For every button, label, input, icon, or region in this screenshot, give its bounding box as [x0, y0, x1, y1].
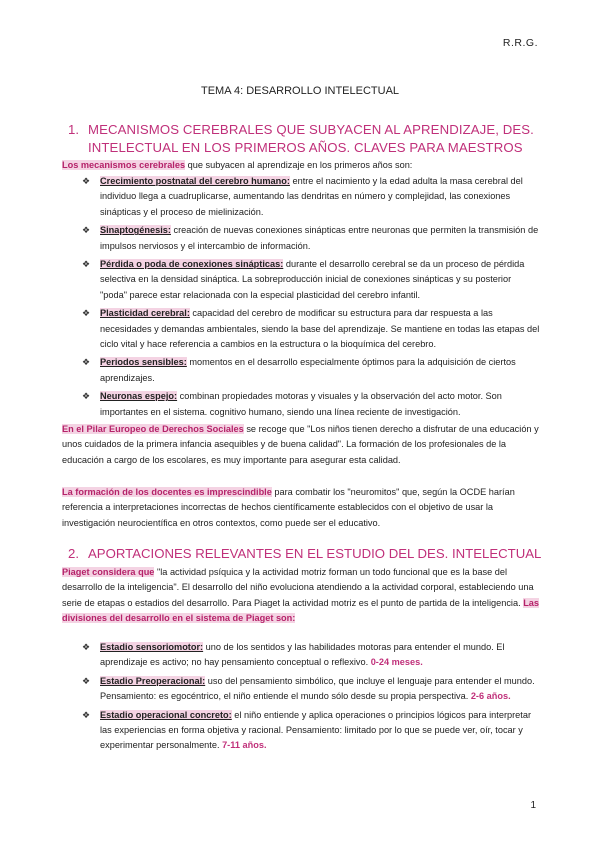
- stage-age: 2-6 años.: [470, 691, 511, 702]
- diamond-bullet-icon: ❖: [82, 225, 91, 236]
- diamond-bullet-icon: ❖: [82, 308, 91, 319]
- section-2-number: 2.: [68, 546, 79, 561]
- pilar-paragraph: [62, 422, 540, 468]
- page-title: TEMA 4: DESARROLLO INTELECTUAL: [200, 85, 400, 97]
- piaget-paragraph: [62, 565, 540, 627]
- intro-text: que subyacen al aprendizaje en los primeros años son:: [185, 160, 413, 170]
- bullet-term: Sinaptogénesis:: [100, 225, 171, 236]
- mechanisms-list: [82, 174, 540, 423]
- pilar-highlight: En el Pilar Europeo de Derechos Sociales: [62, 424, 244, 434]
- stage-age: 7-11 años.: [222, 740, 267, 751]
- bullet-term: Neuronas espejo:: [100, 391, 178, 402]
- section-1-intro: [62, 158, 540, 173]
- bullet-text: entre el nacimiento y la edad adulta la masa cerebral del individuo llega a cuadruplicarse, aumentando las dendritas en número y complejidad, las conexiones sinápticas y el proceso de mielinización.: [100, 176, 523, 217]
- diamond-bullet-icon: ❖: [82, 176, 91, 186]
- section-1-number: 1.: [68, 122, 80, 137]
- stage-age: 0-24 meses.: [370, 657, 423, 668]
- section-1-heading-text: MECANISMOS CEREBRALES QUE SUBYACEN AL APRENDIZAJE, DES. INTELECTUAL EN LOS PRIMEROS AÑOS. CLAVES PARA MAESTROS: [88, 122, 534, 155]
- stage-term: Estadio sensoriomotor:: [100, 642, 204, 652]
- diamond-bullet-icon: ❖: [82, 259, 91, 270]
- stage-text: uso del pensamiento simbólico, que incluye el lenguaje para entender el mundo. Pensamiento: es egocéntrico, el niño entiende el mundo sólo desde su propia perspectiva.: [100, 675, 535, 702]
- bullet-term: Crecimiento postnatal del cerebro humano:: [100, 176, 290, 186]
- section-2-heading: [68, 545, 548, 563]
- diamond-bullet-icon: ❖: [82, 709, 91, 720]
- bullet-text: creación de nuevas conexiones sinápticas entre neuronas que permiten la transmisión de impulsos nerviosos y el intercambio de información.: [100, 225, 539, 251]
- list-item: [82, 257, 540, 303]
- list-item: [82, 389, 540, 420]
- formacion-text: para combatir los "neuromitos" que, según la OCDE harían referencia a interpretaciones incorrectas de hechos científicamente establecidos con el objetivo de usar la investigación neurocientífica en otros contextos, como puede ser el educativo.: [62, 487, 515, 528]
- author-initials: R.R.G.: [502, 37, 538, 49]
- diamond-bullet-icon: ❖: [82, 642, 91, 652]
- page-number: 1: [530, 800, 536, 811]
- bullet-term: Plasticidad cerebral:: [100, 308, 190, 319]
- section-2-heading-text: APORTACIONES RELEVANTES EN EL ESTUDIO DEL DES. INTELECTUAL: [88, 546, 542, 561]
- list-item: [82, 674, 540, 705]
- piaget-highlight: Piaget considera que: [62, 567, 155, 577]
- list-item: [82, 355, 540, 386]
- stage-term: Estadio Preoperacional:: [100, 675, 206, 686]
- formacion-paragraph: [62, 485, 540, 531]
- formacion-highlight: La formación de los docentes es imprescindible: [62, 487, 272, 497]
- list-item: [82, 174, 540, 220]
- bullet-term: Periodos sensibles:: [100, 357, 187, 368]
- diamond-bullet-icon: ❖: [82, 391, 91, 402]
- list-item: [82, 708, 540, 754]
- list-item: [82, 306, 540, 352]
- intro-highlight: Los mecanismos cerebrales: [62, 160, 186, 170]
- pilar-text: se recoge que "Los niños tienen derecho a disfrutar de una educación y unos cuidados de la primera infancia asequibles y de buena calidad". La formación de los profesionales de la educación a cargo de los escolares, es muy importante para asegurar esta calidad.: [62, 424, 539, 465]
- section-1-heading: [68, 121, 548, 157]
- list-item: [82, 640, 540, 671]
- bullet-text: durante el desarrollo cerebral se da un proceso de pérdida selectiva en la densidad sináptica. La sobreproducción inicial de conexiones sinápticas y su posterior "poda" parece estar relacionada con la especial plasticidad del cerebro infantil.: [100, 259, 525, 300]
- diamond-bullet-icon: ❖: [82, 357, 91, 368]
- stage-term: Estadio operacional concreto:: [100, 709, 232, 720]
- list-item: [82, 223, 540, 254]
- diamond-bullet-icon: ❖: [82, 675, 91, 686]
- bullet-text: capacidad del cerebro de modificar su estructura para dar respuesta a las necesidades y demandas ambientales, siendo la base del aprendizaje. Se mantiene en todas las etapas del ciclo vital y hace referencia a cambios en la estructura o la bioquímica del cerebro.: [100, 308, 540, 350]
- bullet-text: momentos en el desarrollo especialmente óptimos para la adquisición de ciertos aprendizajes.: [100, 357, 516, 383]
- stage-text: el niño entiende y aplica operaciones o principios lógicos para interpretar las experiencias en forma objetiva y racional. Pensamiento: limitado por lo que se puede ver, oír, tocar y experimentar personalmente.: [100, 709, 532, 751]
- bullet-text: combinan propiedades motoras y visuales y la observación del acto motor. Son importantes en el sistema. cognitivo humano, siendo una línea reciente de investigación.: [100, 391, 502, 417]
- piaget-text: "la actividad psíquica y la actividad motriz forman un todo funcional que es la base del desarrollo de la inteligencia". El desarrollo del niño evoluciona atendiendo a la actividad corporal, estableciendo una serie de etapas o estadios del desarrollo. Para Piaget la actividad motriz es el punto de partida de la inteligencia.: [62, 567, 534, 608]
- piaget-stages-list: [82, 640, 540, 757]
- bullet-term: Pérdida o poda de conexiones sinápticas:: [100, 259, 284, 270]
- piaget-tail-highlight: Las divisiones del desarrollo en el sistema de Piaget son:: [62, 597, 540, 624]
- stage-text: uno de los sentidos y las habilidades motoras para entender el mundo. El aprendizaje es activo; no hay pensamiento conceptual o reflexivo.: [100, 642, 505, 668]
